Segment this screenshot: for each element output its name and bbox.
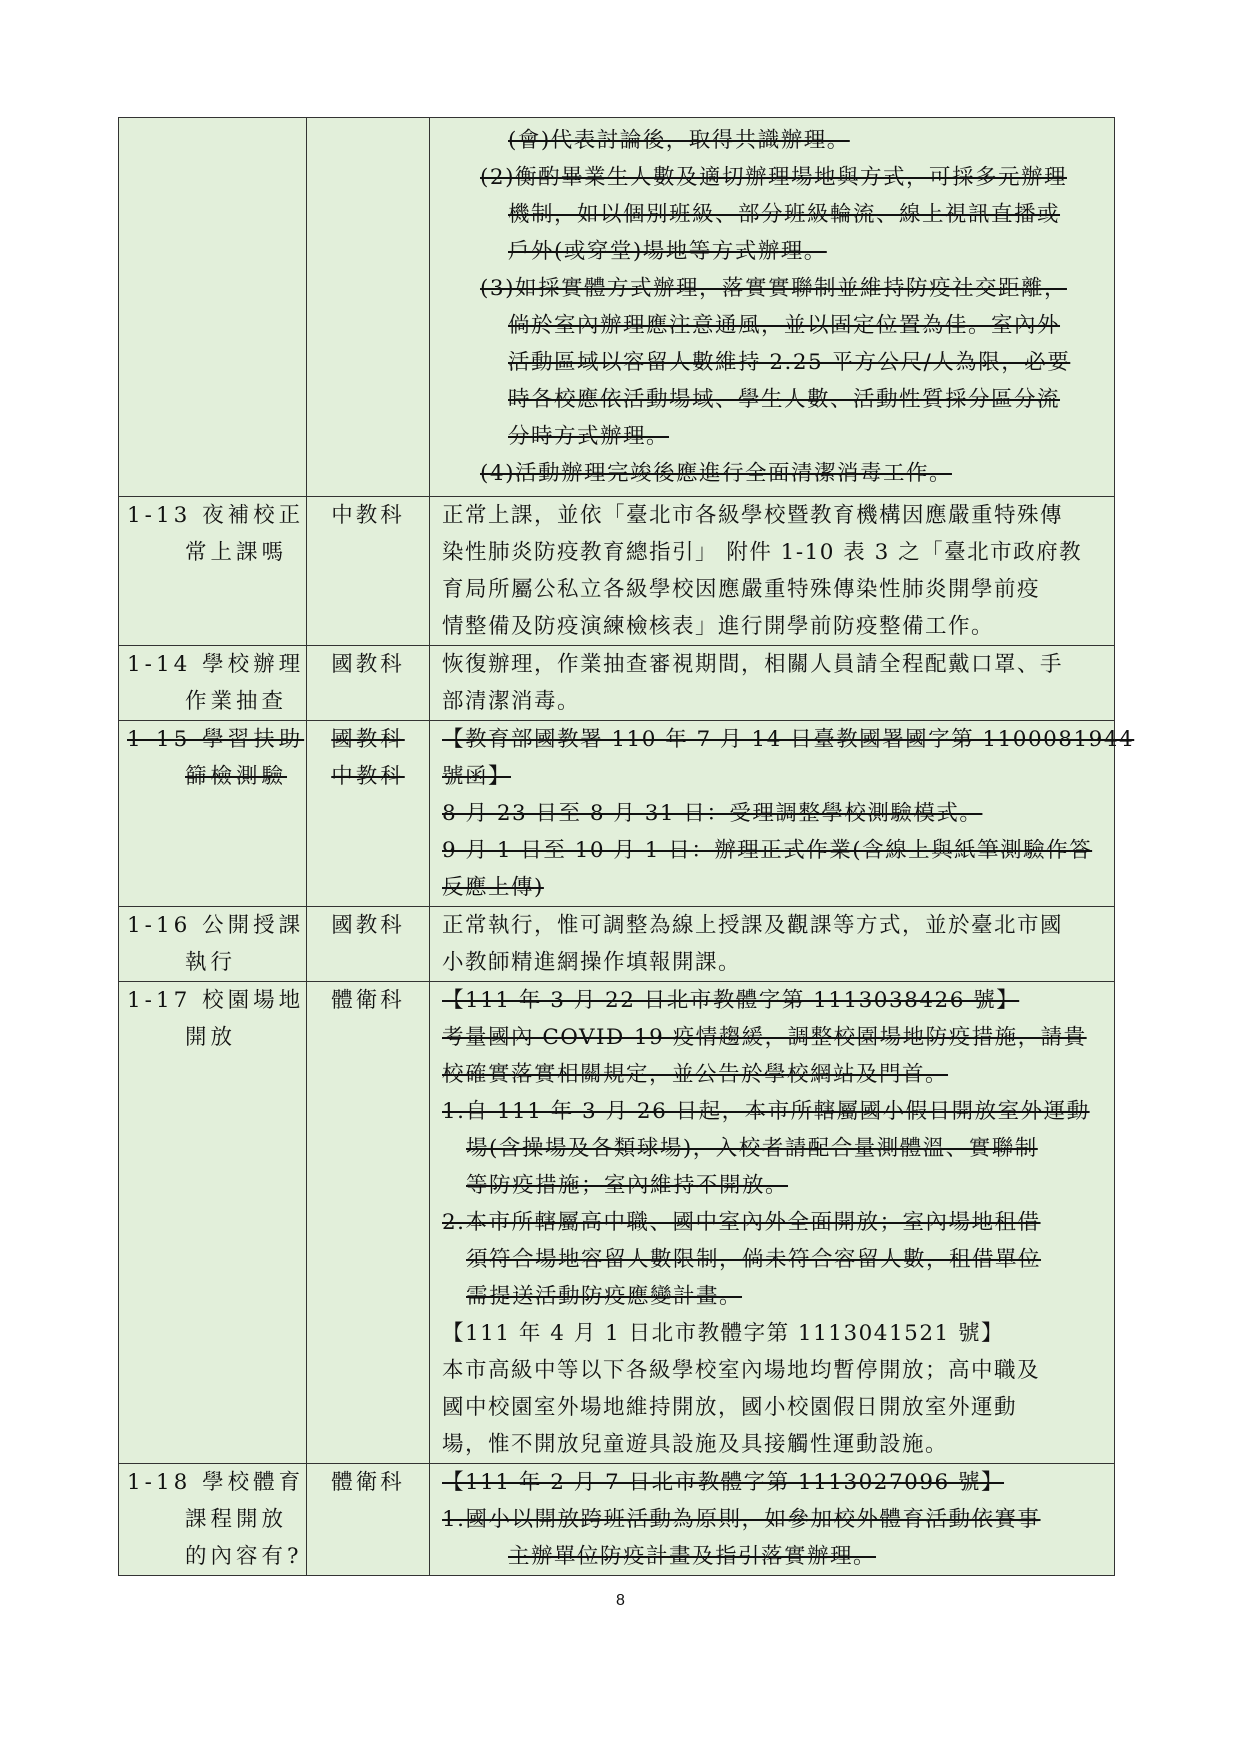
item-line: 1-14 學校辦理 xyxy=(127,652,305,677)
content-line: 育局所屬公私立各級學校因應嚴重特殊傳染性肺炎開學前疫 xyxy=(442,577,1041,602)
content-line: 機制，如以個別班級、部分班級輪流、線上視訊直播或 xyxy=(508,202,1061,227)
item-line: 1-15 學習扶助 xyxy=(127,727,305,752)
content-line: 號函】 xyxy=(442,764,512,789)
department-cell xyxy=(307,1464,430,1576)
item-cell xyxy=(119,646,307,721)
content-line: 倘於室內辦理應注意通風，並以固定位置為佳。室內外 xyxy=(508,313,1061,338)
item-cell xyxy=(119,1464,307,1576)
department-cell xyxy=(307,907,430,982)
department-line: 中教科 xyxy=(331,503,405,528)
content-line: 恢復辦理，作業抽查審視期間，相關人員請全程配戴口罩、手 xyxy=(442,652,1064,677)
content-line: 9 月 1 日至 10 月 1 日：辦理正式作業(含線上與紙筆測驗作答 xyxy=(442,838,1093,863)
department-cell xyxy=(307,118,430,497)
table-row xyxy=(119,118,1115,497)
content-line: 主辦單位防疫計畫及指引落實辦理。 xyxy=(508,1544,877,1569)
item-cell xyxy=(119,118,307,497)
item-line: 執行 xyxy=(185,950,237,975)
content-line: 場(含操場及各類球場)，入校者請配合量測體溫、實聯制 xyxy=(466,1136,1038,1161)
content-line: 1.國小以開放跨班活動為原則，如參加校外體育活動依賽事 xyxy=(442,1507,1041,1532)
content-cell xyxy=(430,497,1115,646)
content-line: 本市高級中等以下各級學校室內場地均暫停開放；高中職及 xyxy=(442,1358,1041,1383)
content-line: 考量國內 COVID-19 疫情趨緩，調整校園場地防疫措施，請貴 xyxy=(442,1025,1087,1050)
notice-table xyxy=(118,117,1135,1576)
department-line: 國教科 xyxy=(331,727,405,752)
department-line: 國教科 xyxy=(331,652,405,677)
content-line: 部清潔消毒。 xyxy=(442,689,581,714)
item-line: 開放 xyxy=(185,1025,237,1050)
content-line: 國中校園室外場地維持開放，國小校園假日開放室外運動 xyxy=(442,1395,1018,1420)
item-line: 1-17 校園場地 xyxy=(127,988,305,1013)
content-line: (會)代表討論後，取得共識辦理。 xyxy=(508,128,850,153)
item-line: 作業抽查 xyxy=(185,689,288,714)
table-row xyxy=(119,907,1115,982)
content-cell xyxy=(430,646,1115,721)
content-line: 活動區域以容留人數維持 2.25 平方公尺/人為限，必要 xyxy=(508,350,1071,375)
content-line: 【教育部國教署 110 年 7 月 14 日臺教國署國字第 1100081944 xyxy=(442,727,1135,752)
department-line: 中教科 xyxy=(331,764,405,789)
department-line: 體衛科 xyxy=(331,988,405,1013)
department-cell xyxy=(307,646,430,721)
department-cell xyxy=(307,982,430,1464)
item-line: 課程開放 xyxy=(185,1507,288,1532)
content-cell xyxy=(430,721,1135,907)
content-line: 戶外(或穿堂)場地等方式辦理。 xyxy=(508,239,827,264)
item-cell xyxy=(119,982,307,1464)
table-row xyxy=(119,721,1115,907)
item-line: 的內容有? xyxy=(185,1544,303,1569)
page-number: 8 xyxy=(616,1592,625,1609)
content-line: 須符合場地容留人數限制，倘未符合容留人數，租借單位 xyxy=(466,1247,1042,1272)
item-cell xyxy=(119,907,307,982)
content-line: 正常上課，並依「臺北市各級學校暨教育機構因應嚴重特殊傳 xyxy=(442,503,1064,528)
department-line: 國教科 xyxy=(331,913,405,938)
department-line: 體衛科 xyxy=(331,1470,405,1495)
table-row xyxy=(119,497,1115,646)
content-line: 時各校應依活動場域、學生人數、活動性質採分區分流 xyxy=(508,387,1061,412)
table-row xyxy=(119,982,1115,1464)
content-line: 染性肺炎防疫教育總指引」 附件 1-10 表 3 之「臺北市政府教 xyxy=(442,540,1083,565)
department-cell xyxy=(307,721,430,907)
department-cell xyxy=(307,497,430,646)
content-line: 等防疫措施；室內維持不開放。 xyxy=(466,1173,789,1198)
item-line: 1-18 學校體育 xyxy=(127,1470,305,1495)
content-line: 正常執行，惟可調整為線上授課及觀課等方式，並於臺北市國 xyxy=(442,913,1064,938)
content-line: 8 月 23 日至 8 月 31 日：受理調整學校測驗模式。 xyxy=(442,801,983,826)
content-line: 1.自 111 年 3 月 26 日起，本市所轄屬國小假日開放室外運動 xyxy=(442,1099,1090,1124)
item-line: 1-13 夜補校正 xyxy=(127,503,305,528)
content-line: 分時方式辦理。 xyxy=(508,424,670,449)
content-line: 2.本市所轄屬高中職、國中室內外全面開放；室內場地租借 xyxy=(442,1210,1041,1235)
table-row xyxy=(119,646,1115,721)
content-line: 【111 年 4 月 1 日北市教體字第 1113041521 號】 xyxy=(442,1321,1005,1346)
content-line: (4)活動辦理完竣後應進行全面清潔消毒工作。 xyxy=(480,461,952,486)
content-cell xyxy=(430,907,1115,982)
content-cell xyxy=(430,982,1115,1464)
content-line: 【111 年 3 月 22 日北市教體字第 1113038426 號】 xyxy=(442,988,1020,1013)
content-line: 小教師精進網操作填報開課。 xyxy=(442,950,742,975)
item-line: 篩檢測驗 xyxy=(185,764,288,789)
content-line: 情整備及防疫演練檢核表」進行開學前防疫整備工作。 xyxy=(442,614,995,639)
content-line: 【111 年 2 月 7 日北市教體字第 1113027096 號】 xyxy=(442,1470,1005,1495)
content-cell xyxy=(430,1464,1115,1576)
table-row xyxy=(119,1464,1115,1576)
content-line: 需提送活動防疫應變計畫。 xyxy=(466,1284,743,1309)
item-cell xyxy=(119,721,307,907)
content-line: 反應上傳) xyxy=(442,875,544,900)
content-line: (3)如採實體方式辦理，落實實聯制並維持防疫社交距離， xyxy=(480,276,1067,301)
item-line: 常上課嗎 xyxy=(185,540,288,565)
content-line: 校確實落實相關規定，並公告於學校網站及門首。 xyxy=(442,1062,949,1087)
content-line: 場，惟不開放兒童遊具設施及具接觸性運動設施。 xyxy=(442,1432,949,1457)
item-cell xyxy=(119,497,307,646)
content-cell xyxy=(430,118,1115,497)
item-line: 1-16 公開授課 xyxy=(127,913,305,938)
content-line: (2)衡酌畢業生人數及適切辦理場地與方式，可採多元辦理 xyxy=(480,165,1067,190)
